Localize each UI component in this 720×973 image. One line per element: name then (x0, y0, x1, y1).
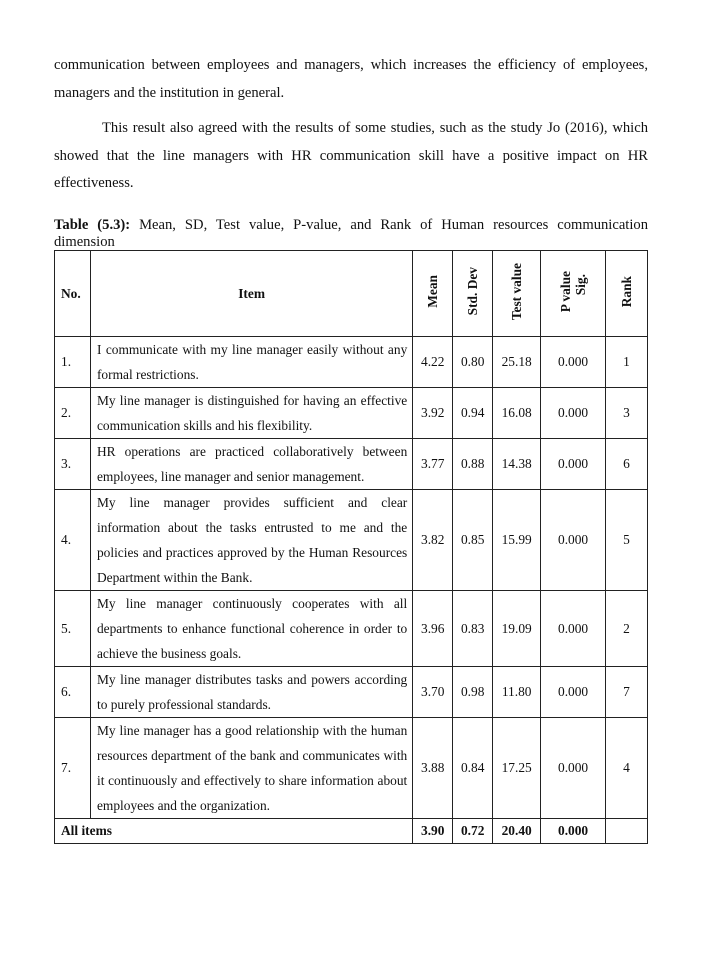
row-no: 5. (55, 591, 91, 667)
row-item: I communicate with my line manager easily without any formal restrictions. (90, 337, 412, 388)
row-rank: 4 (606, 718, 648, 819)
table-row (55, 439, 648, 490)
row-p-value: 0.000 (541, 337, 606, 388)
row-std-dev: 0.85 (453, 490, 493, 591)
document-body (54, 52, 648, 251)
row-rank: 5 (606, 490, 648, 591)
total-p-value: 0.000 (541, 819, 606, 844)
table-caption-label: Table (5.3): (54, 216, 131, 233)
total-mean: 3.90 (413, 819, 453, 844)
row-std-dev: 0.80 (453, 337, 493, 388)
row-p-value: 0.000 (541, 439, 606, 490)
table-row (55, 388, 648, 439)
header-item: Item (90, 251, 412, 337)
row-no: 4. (55, 490, 91, 591)
header-test-value: Test value (493, 251, 541, 337)
row-mean: 3.88 (413, 718, 453, 819)
row-test-value: 15.99 (493, 490, 541, 591)
row-std-dev: 0.84 (453, 718, 493, 819)
row-no: 3. (55, 439, 91, 490)
table-header-row (55, 251, 648, 337)
header-p-value: P value Sig. (541, 251, 606, 337)
row-p-value: 0.000 (541, 667, 606, 718)
row-item: My line manager provides sufficient and clear information about the tasks entrusted to me and the policies and practices approved by the Human Resources Department within the Bank. (90, 490, 412, 591)
header-mean: Mean (413, 251, 453, 337)
total-label: All items (55, 819, 413, 844)
table-total-row (55, 819, 648, 844)
paragraph-1: communication between employees and managers, which increases the efficiency of employees, managers and the institution in general. (54, 57, 648, 101)
results-table (54, 250, 648, 844)
row-test-value: 17.25 (493, 718, 541, 819)
row-std-dev: 0.83 (453, 591, 493, 667)
row-rank: 7 (606, 667, 648, 718)
row-mean: 3.96 (413, 591, 453, 667)
table-row (55, 490, 648, 591)
row-item: My line manager distributes tasks and powers according to purely professional standards. (90, 667, 412, 718)
table-row (55, 337, 648, 388)
row-mean: 4.22 (413, 337, 453, 388)
row-item: My line manager has a good relationship with the human resources department of the bank and communicates with it continuously and effectively to share information about employees and the organization. (90, 718, 412, 819)
table-row (55, 718, 648, 819)
row-p-value: 0.000 (541, 490, 606, 591)
row-std-dev: 0.88 (453, 439, 493, 490)
row-mean: 3.82 (413, 490, 453, 591)
row-rank: 1 (606, 337, 648, 388)
row-test-value: 14.38 (493, 439, 541, 490)
table-caption (54, 217, 648, 251)
row-p-value: 0.000 (541, 388, 606, 439)
paragraph-2: This result also agreed with the results of some studies, such as the study Jo (2016), which showed that the line managers with HR communication skill have a positive impact on HR effectiveness. (54, 120, 648, 191)
row-mean: 3.92 (413, 388, 453, 439)
row-item: HR operations are practiced collaboratively between employees, line manager and senior management. (90, 439, 412, 490)
table-row (55, 591, 648, 667)
total-test-value: 20.40 (493, 819, 541, 844)
table-caption-text: Mean, SD, Test value, P-value, and Rank of Human resources communication dimension (54, 216, 648, 250)
row-rank: 6 (606, 439, 648, 490)
total-rank (606, 819, 648, 844)
row-no: 7. (55, 718, 91, 819)
row-no: 2. (55, 388, 91, 439)
table-row (55, 667, 648, 718)
header-std-dev: Std. Dev (453, 251, 493, 337)
row-test-value: 11.80 (493, 667, 541, 718)
header-rank: Rank (606, 251, 648, 337)
row-p-value: 0.000 (541, 591, 606, 667)
row-p-value: 0.000 (541, 718, 606, 819)
row-mean: 3.77 (413, 439, 453, 490)
header-no: No. (55, 251, 91, 337)
row-mean: 3.70 (413, 667, 453, 718)
row-item: My line manager continuously cooperates with all departments to enhance functional coherence in order to achieve the business goals. (90, 591, 412, 667)
row-std-dev: 0.98 (453, 667, 493, 718)
row-test-value: 19.09 (493, 591, 541, 667)
row-no: 1. (55, 337, 91, 388)
row-test-value: 16.08 (493, 388, 541, 439)
total-std-dev: 0.72 (453, 819, 493, 844)
row-item: My line manager is distinguished for having an effective communication skills and his flexibility. (90, 388, 412, 439)
row-test-value: 25.18 (493, 337, 541, 388)
row-std-dev: 0.94 (453, 388, 493, 439)
row-rank: 3 (606, 388, 648, 439)
row-no: 6. (55, 667, 91, 718)
row-rank: 2 (606, 591, 648, 667)
